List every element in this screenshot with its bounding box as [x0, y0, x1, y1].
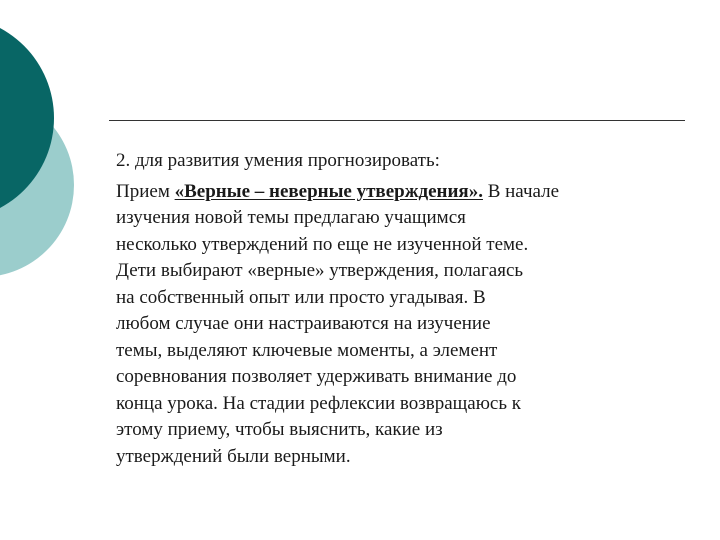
paragraph-line: на собственный опыт или просто угадывая. В: [116, 286, 486, 308]
paragraph-line: утверждений были верными.: [116, 445, 351, 467]
paragraph-line: несколько утверждений по еще не изученной теме.: [116, 233, 529, 255]
paragraph-prefix: Прием: [116, 180, 175, 202]
decorative-circles: [0, 0, 120, 300]
paragraph-line: Дети выбирают «верные» утверждения, полагаясь: [116, 260, 524, 281]
paragraph-line: темы, выделяют ключевые моменты, а элемент: [116, 339, 498, 361]
paragraph-line-1-rest: В начале: [482, 180, 560, 202]
paragraph-line: изучения новой темы предлагаю учащимся: [116, 207, 466, 228]
technique-name: «Верные – неверные утверждения».: [174, 180, 483, 202]
paragraph-line: соревнования позволяет удерживать внимание до: [116, 366, 517, 387]
paragraph-line: этому приему, чтобы выяснить, какие из: [116, 419, 443, 440]
paragraph-line: любом случае они настраиваются на изучение: [116, 313, 491, 334]
title-divider-line: [109, 120, 685, 121]
paragraph-line: конца урока. На стадии рефлексии возвращаюсь к: [116, 392, 522, 414]
point-heading: 2. для развития умения прогнозировать:: [116, 150, 440, 171]
technique-paragraph: [116, 179, 686, 471]
slide-body: [116, 148, 686, 470]
paragraph-line-1: [116, 179, 686, 206]
